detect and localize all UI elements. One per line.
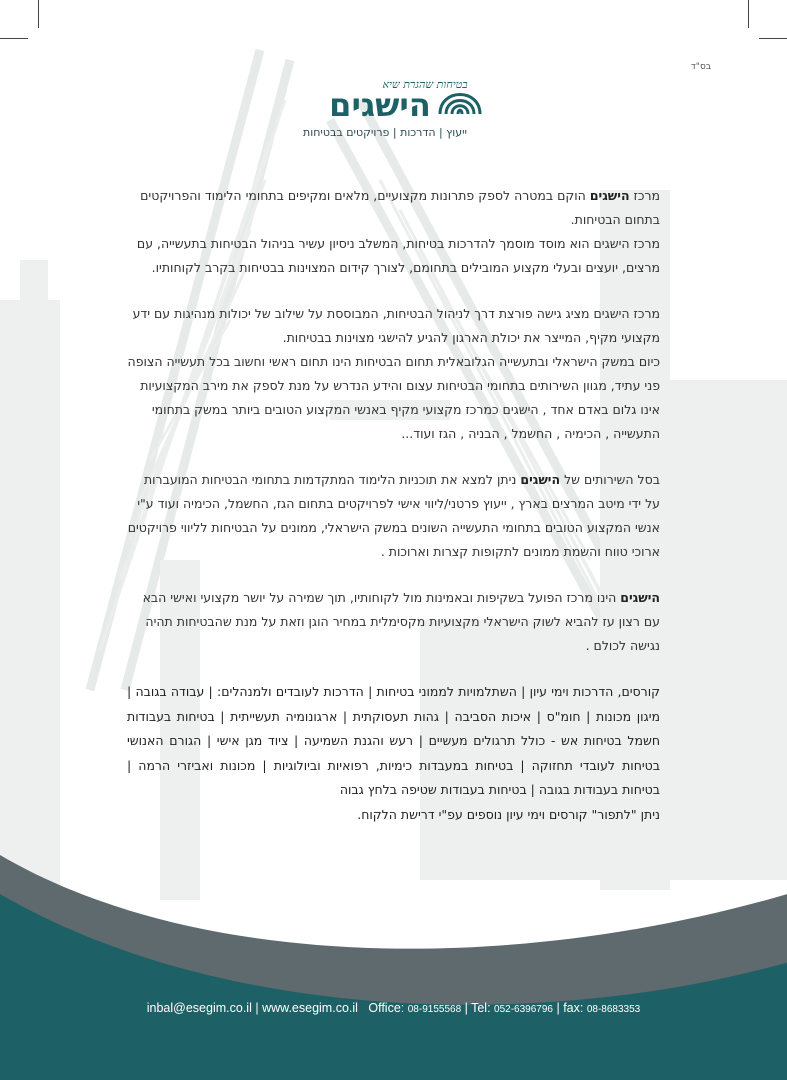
- footer-email[interactable]: inbal@esegim.co.il: [146, 1001, 252, 1015]
- p6-rest: הינו מרכז הפועל בשקיפות ובאמינות מול לקוחותיו, תוך שמירה על יושר מקצועי ואישי הבא עם רצון עז להביא לשוק הישראלי מקצועיות מקסימלית במחיר הוגן וזאת על מנת שהבטיחות תהיה נגישה לכולם .: [142, 590, 660, 653]
- bsd-mark: בס"ד: [690, 62, 711, 72]
- crop-mark: [38, 0, 39, 28]
- crop-mark: [0, 38, 28, 39]
- p5-pre: בסל השירותים של: [564, 472, 660, 487]
- office-number: 08-9155568: [407, 1004, 462, 1015]
- footer-separator: |: [251, 1001, 263, 1015]
- paragraph-services: [127, 468, 660, 564]
- paragraph-institute: מרכז הישגים הוא מוסד מוסמך להדרכות בטיחות, המשלב ניסיון עשיר בניהול הבטיחות בתעשייה, עם מרצים, יועצים ובעלי מקצוע המובילים בתחומם, לצורך קידום המצוינות בבטיחות בקרב לקוחותיו.: [136, 236, 660, 275]
- logo-tagline: בטיחות שהגרת שיא: [382, 78, 468, 91]
- logo-name: הישגים: [329, 86, 431, 124]
- crop-mark: [748, 0, 749, 28]
- footer-contacts: [0, 1001, 787, 1015]
- logo-subtitle: ייעוץ | הדרכות | פרויקטים בבטיחות: [302, 126, 468, 139]
- main-content: [127, 184, 660, 849]
- courses-list: קורסים, הדרכות וימי עיון | השתלמויות לממוני בטיחות | הדרכות לעובדים ולמנהלים: | עבודה בגובה | מיגון מכונות | חומ"ס | איכות הסביבה | גהות תעסוקתית | ארגונומיה תעשייתית | בטיחות בעבודות חשמל בטיחות אש - כולל תרגולים מעשיים | רעש והגנת השמיעה | ציוד מגן אישי | הגורם האנושי בטיחות לעובדי תחזוקה | בטיחות במעבדות כימיות, רפואיות וביולוגיות | מכונות ואביזרי הרמה | בטיחות בעבודות בגובה | בטיחות בעבודות שטיפה בלחץ גבוה: [127, 684, 660, 797]
- footer-separator: |: [553, 1001, 564, 1015]
- tel-number[interactable]: 052-6396796: [494, 1004, 553, 1015]
- crop-mark: [759, 38, 787, 39]
- paragraph-values: [127, 586, 660, 658]
- brand-name: הישגים: [589, 188, 630, 203]
- footer-separator: |: [461, 1001, 472, 1015]
- office-label: Office:: [368, 1001, 405, 1015]
- fax-label: fax:: [563, 1001, 584, 1015]
- p1-rest: הוקם במטרה לספק פתרונות מקצועיים, מלאים ומקיפים בתחומי הלימוד והפרויקטים בתחום הבטיחות.: [140, 188, 660, 227]
- p5-rest: ניתן למצא את תוכניות הלימוד המתקדמות בתחומי הבטיחות המועברות על ידי מיטב המרצים בארץ , ייעוץ פרטני/ליווי אישי לפרויקטים בתחום הגז, החשמל, הכימיה ועוד ע"י אנשי המקצוע הטובים בתחומי התעשייה השונים במשק הישראלי, ממונים על הבטיחות לליווי פרויקטים ארוכי טווח והשמת ממונים לתקופות קצרות וארוכות .: [127, 472, 660, 559]
- tel-label: Tel:: [471, 1001, 491, 1015]
- custom-courses-note: ניתן "לתפור" קורסים וימי עיון נוספים עפ"י דרישת הלקוח.: [357, 806, 660, 822]
- footer-wave: [0, 855, 787, 1080]
- paragraph-approach: מרכז הישגים מציג גישה פורצת דרך לניהול הבטיחות, המבוססת על שילוב של יכולות מנהיגות עם ידע מקצועי מקיף, המייצר את יכולת הארגון להגיע להישגי מצוינות בבטיחות.: [132, 306, 660, 345]
- footer-website[interactable]: www.esegim.co.il: [262, 1001, 358, 1015]
- brand-name: הישגים: [520, 472, 561, 487]
- brand-name: הישגים: [620, 590, 660, 605]
- paragraph-industry: כיום במשק הישראלי ובתעשייה הגלובאלית תחום הבטיחות הינו תחום ראשי וחשוב בכל תעשייה הצופה פני עתיד, מגוון השירותים בתחומי הבטיחות עצום והידע הנדרש על מנת לספק את מירב המקצועיות אינו גלום באדם אחד , הישגים כמרכז מקצועי מקיף באנשי המקצוע הטובים ביותר במשק בתחומי התעשייה , הכימיה , החשמל , הבניה , הגז ועוד...: [127, 354, 660, 441]
- paragraph-intro: [127, 184, 660, 232]
- fax-number: 08-8683353: [586, 1004, 641, 1015]
- fingerprint-icon: [440, 95, 480, 115]
- p1-pre: מרכז: [633, 188, 660, 203]
